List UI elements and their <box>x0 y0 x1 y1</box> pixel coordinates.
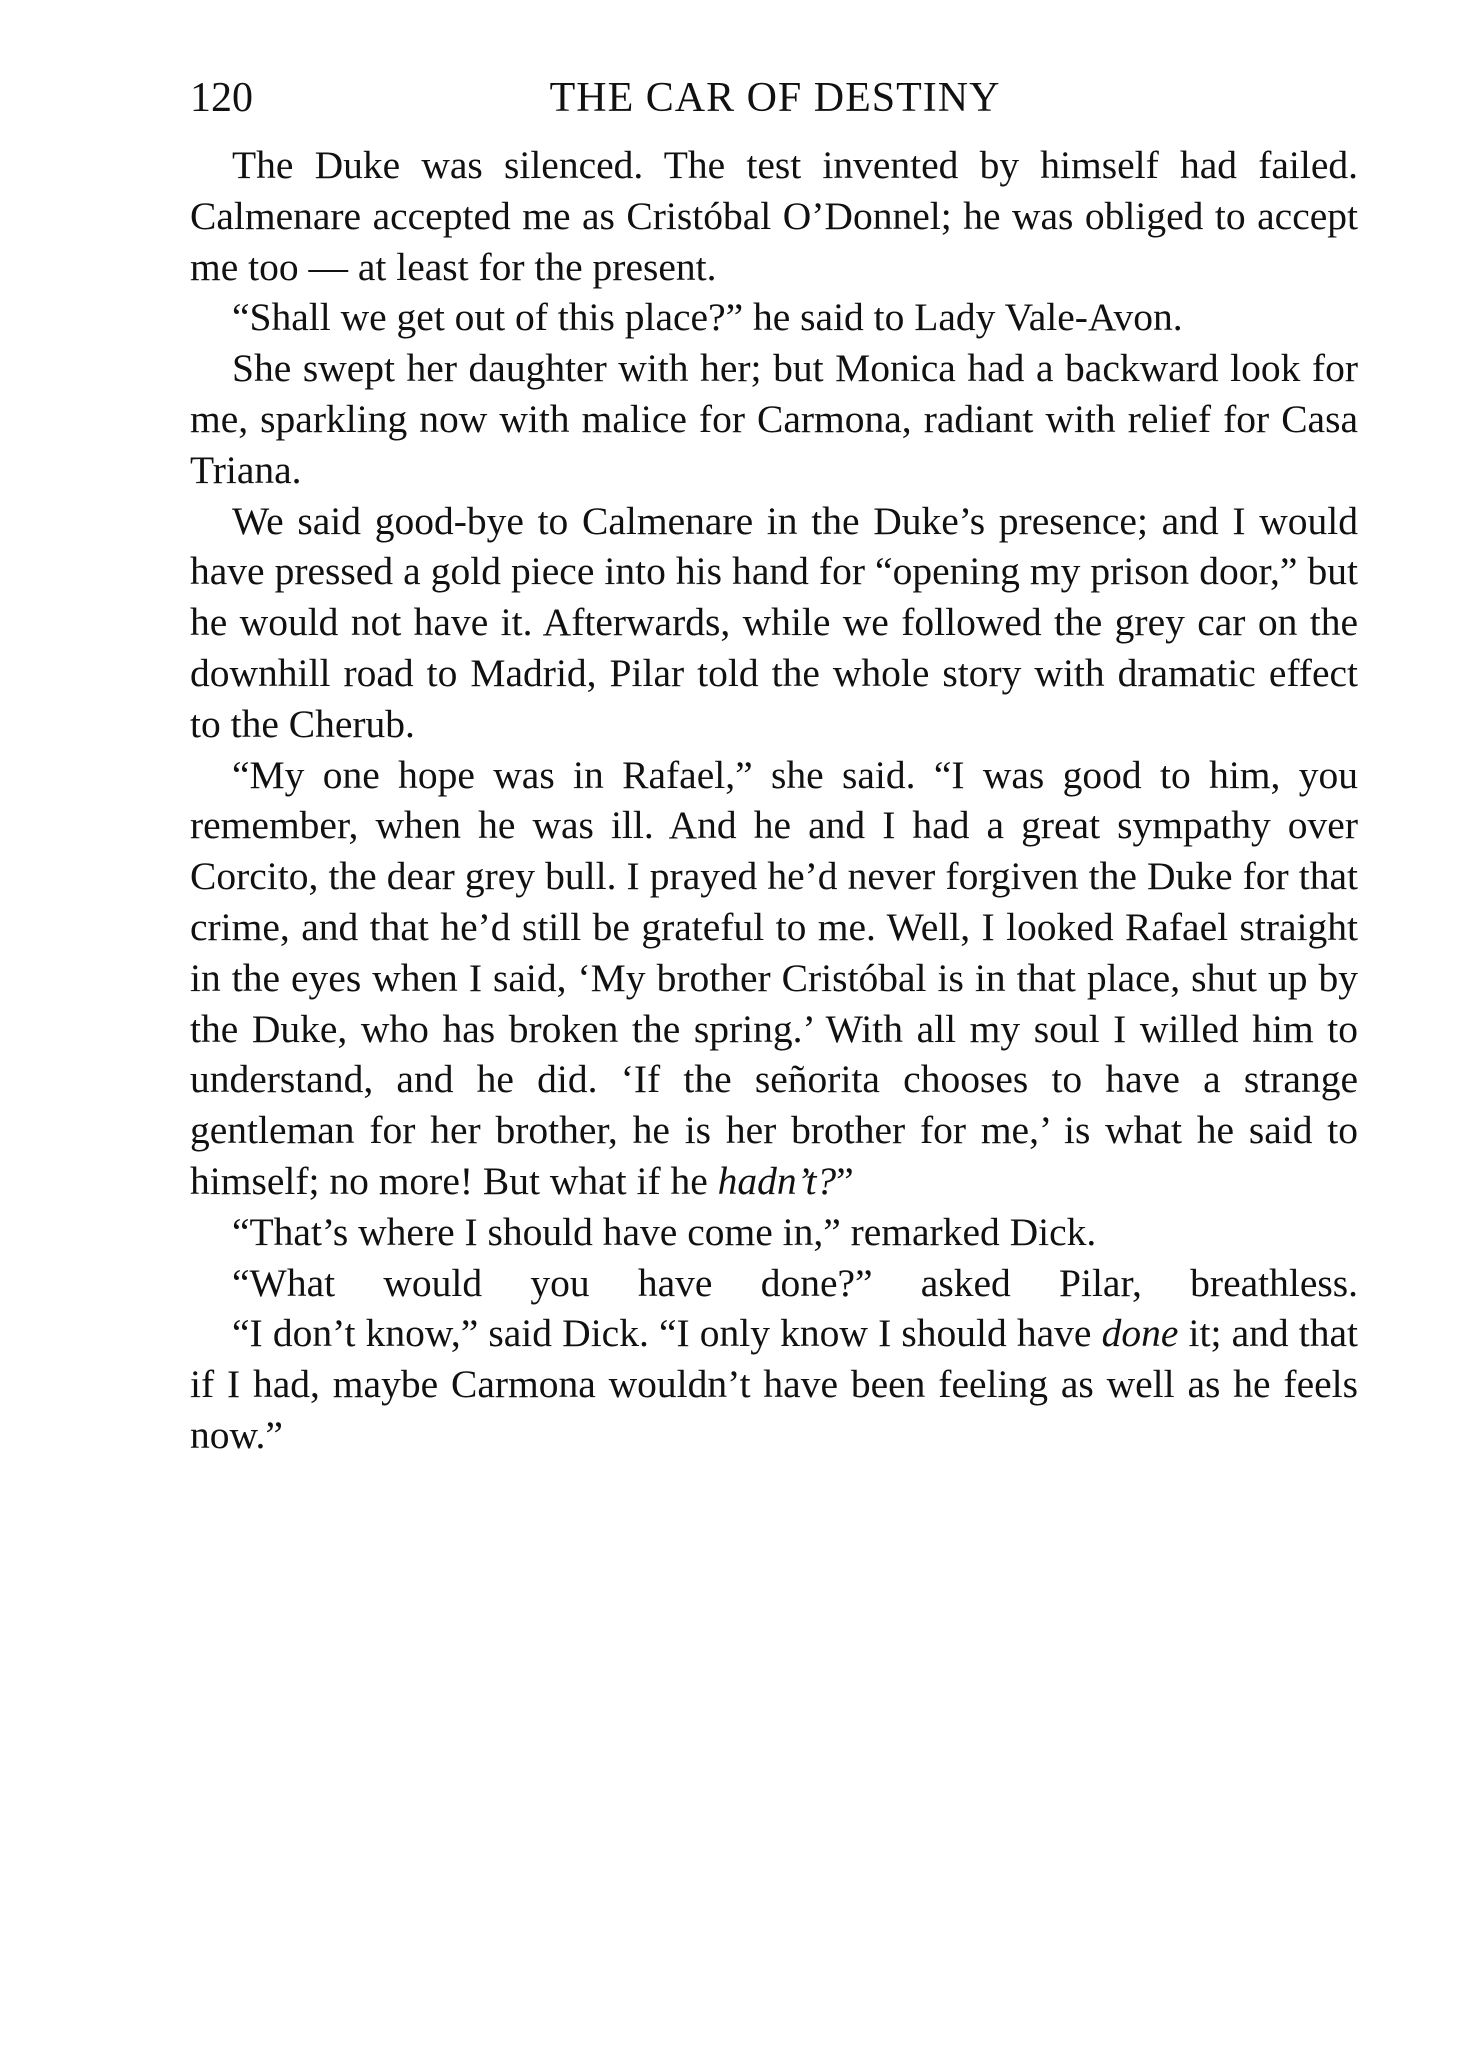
text-run: “What would you have done?” asked Pilar, breathless. <box>232 1260 1358 1305</box>
paragraph <box>190 140 1358 292</box>
text-body <box>190 140 1358 1461</box>
text-run: “That’s where I should have come in,” remarked Dick. <box>232 1209 1097 1254</box>
running-head <box>190 68 1360 128</box>
page-number: 120 <box>190 75 253 121</box>
paragraph <box>190 750 1358 1207</box>
book-title: THE CAR OF DESTINY <box>549 75 1001 121</box>
text-run: “My one hope was in Rafael,” she said. “I was good to him, you remember, when he was ill. And he and I had a great sympathy over Corcito, the dear grey bull. I prayed he’d never forgiven the Duke for that crime, and that he’d still be grateful to me. Well, I looked Rafael straight in the eyes when I said, ‘My brother Cristóbal is in that place, shut up by the Duke, who has broken the spring.’ With all my soul I willed him to understand, and he did. ‘If the señorita chooses to have a strange gentleman for her brother, he is her brother for me,’ is what he said to himself; no more! But what if he <box>190 752 1358 1203</box>
text-run: “Shall we get out of this place?” he said to Lady Vale-Avon. <box>232 295 1183 340</box>
text-run: “I don’t know,” said Dick. “I only know I should have <box>232 1311 1102 1356</box>
italic-text-run: done <box>1101 1311 1179 1356</box>
paragraph <box>190 292 1358 343</box>
paragraph <box>190 1258 1358 1309</box>
italic-text-run: hadn’t? <box>717 1158 837 1203</box>
paragraph <box>190 343 1358 495</box>
paragraph <box>190 1308 1358 1460</box>
text-run: She swept her daughter with her; but Monica had a backward look for me, sparkling now with malice for Carmona, radiant with relief for Casa Triana. <box>190 346 1358 492</box>
paragraph <box>190 496 1358 750</box>
text-run: ” <box>836 1158 854 1203</box>
text-run: The Duke was silenced. The test invented by himself had failed. Calmenare accepted me as Cristóbal O’Donnel; he was obliged to accept me too — at least for the present. <box>190 143 1358 289</box>
paragraph <box>190 1207 1358 1258</box>
text-run: We said good-bye to Calmenare in the Duke’s presence; and I would have pressed a gold piece into his hand for “opening my prison door,” but he would not have it. Afterwards, while we followed the grey car on the downhill road to Madrid, Pilar told the whole story with dramatic effect to the Cherub. <box>190 498 1358 746</box>
text-run: it; and that if I had, maybe Carmona wouldn’t have been feeling as well as he feels now.” <box>190 1311 1358 1457</box>
